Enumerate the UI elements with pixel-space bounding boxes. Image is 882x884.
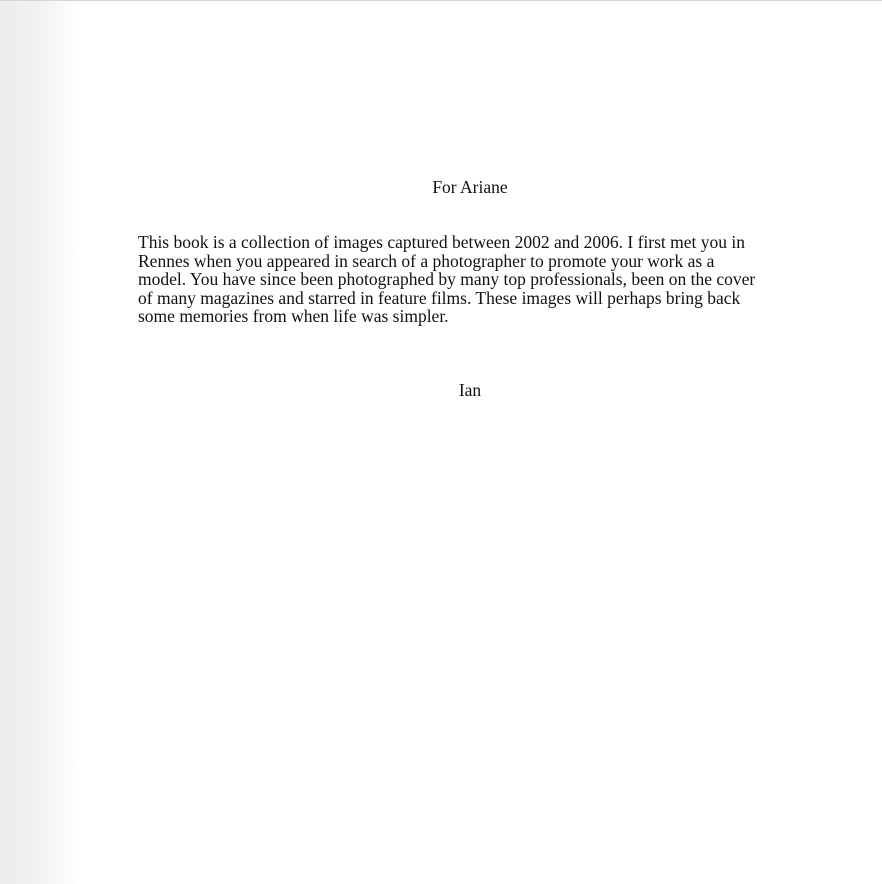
dedication-body-paragraph: This book is a collection of images captured between 2002 and 2006. I first met you in Rennes when you appeared in search of a photographer to promote your work as a model. You have since been photographed by many top professionals, been on the cover of many magazines and starred in feature films. These images will perhaps bring back some memories from when life was simpler. (138, 232, 756, 326)
dedication-heading: For Ariane (432, 177, 508, 197)
signature: Ian (458, 380, 482, 400)
